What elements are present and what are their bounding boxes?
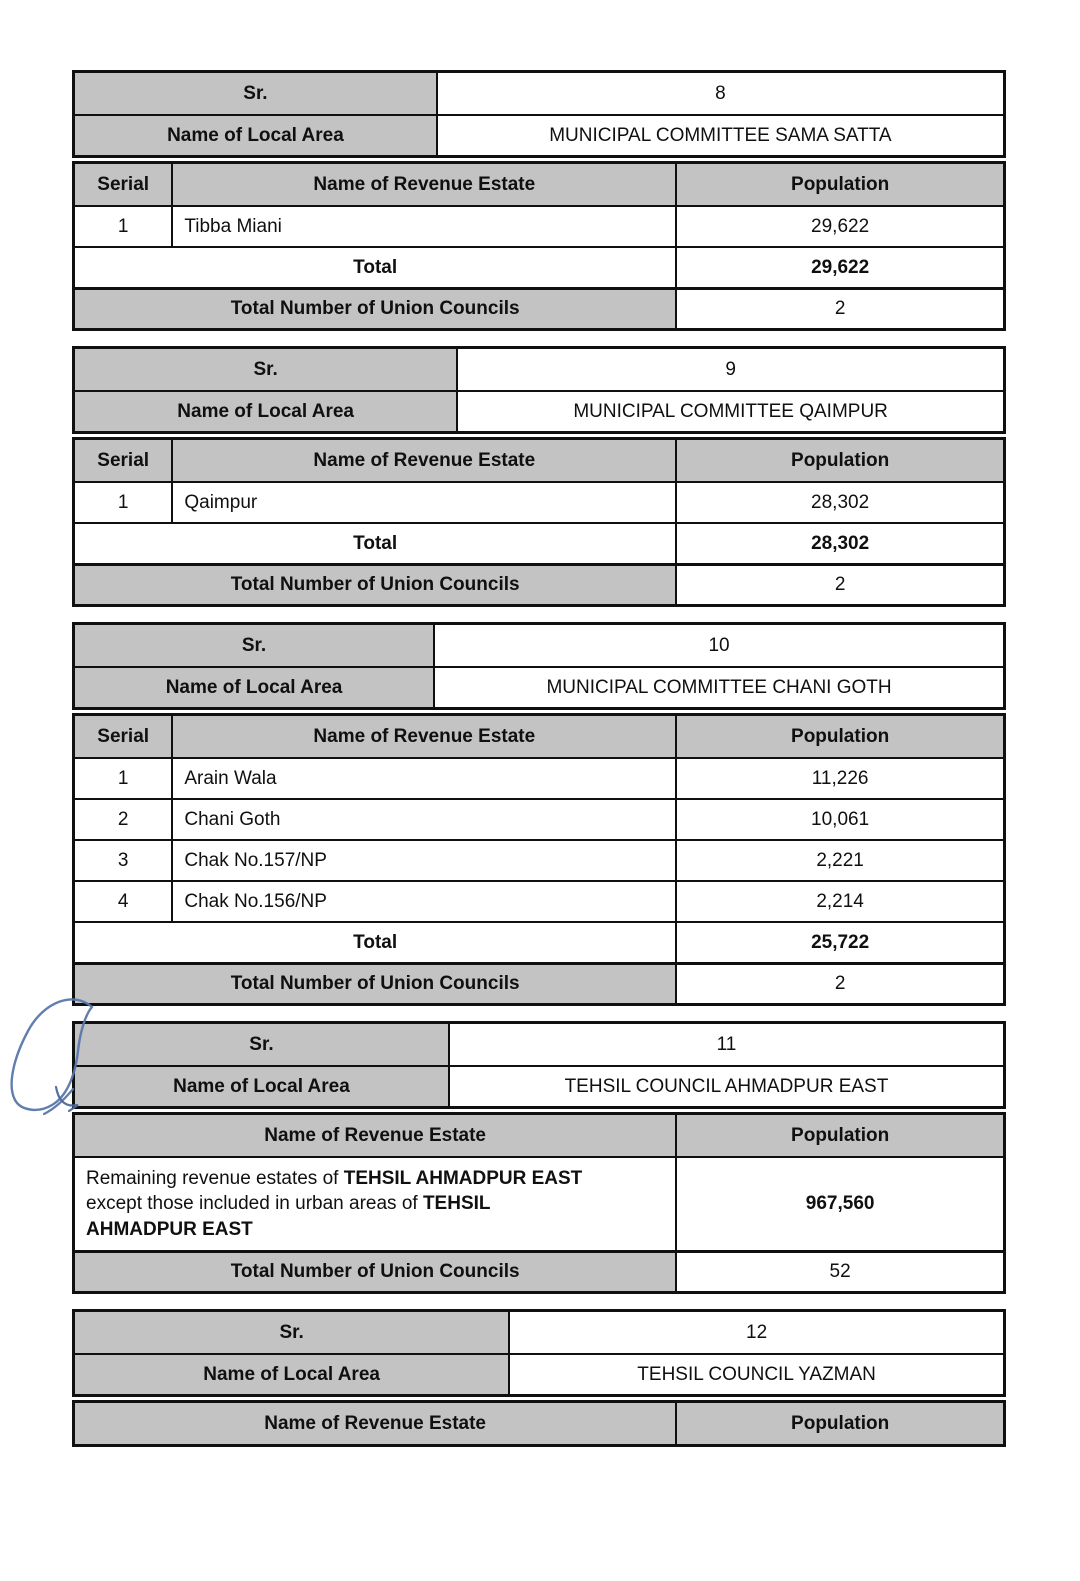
local-area-table-sr10: [72, 622, 1006, 1006]
row-estate-cell: Tibba Miani: [173, 207, 677, 246]
local-area-row: [75, 390, 1003, 431]
sr-value-cell: 10: [708, 634, 730, 656]
union-councils-value-cell: 2: [834, 973, 846, 995]
local-area-table-sr11: [72, 1021, 1006, 1294]
union-councils-label-cell: Total Number of Union Councils: [75, 290, 677, 328]
document-page: [0, 70, 1080, 1581]
column-header-row: [75, 1403, 1003, 1444]
column-header-row: [75, 1115, 1003, 1156]
local-area-table-sr8: [72, 70, 1006, 331]
row-serial-cell: 1: [75, 483, 173, 522]
sr-label-cell: Sr.: [75, 1312, 510, 1353]
total-label-cell: Total: [75, 923, 677, 962]
desc-bold-segment: AHMADPUR EAST: [86, 1218, 253, 1240]
union-councils-value-cell: 2: [834, 298, 846, 320]
row-estate-cell: Qaimpur: [173, 483, 677, 522]
table-row: [75, 757, 1003, 798]
sr-value-cell: 9: [725, 358, 736, 380]
local-area-value-cell: MUNICIPAL COMMITTEE CHANI GOTH: [546, 676, 892, 698]
local-area-label-cell: Name of Local Area: [75, 1067, 450, 1106]
table-row: [75, 839, 1003, 880]
row-estate-cell: Arain Wala: [173, 759, 677, 798]
table-sr8-body-box: [72, 161, 1006, 331]
column-header-row: [75, 164, 1003, 205]
union-councils-value-cell: 52: [829, 1261, 851, 1283]
column-header-row: [75, 716, 1003, 757]
local-area-row: [75, 666, 1003, 707]
table-sr11-body-box: [72, 1112, 1006, 1294]
sr-label-cell: Sr.: [75, 73, 438, 114]
col-estate-header: Name of Revenue Estate: [173, 440, 677, 481]
column-header-row: [75, 440, 1003, 481]
local-area-value-cell: MUNICIPAL COMMITTEE QAIMPUR: [573, 400, 888, 422]
union-councils-row: [75, 1250, 1003, 1291]
col-estate-header: Name of Revenue Estate: [75, 1403, 677, 1444]
row-population-cell: 28,302: [811, 491, 870, 513]
table-row: [75, 481, 1003, 522]
col-serial-header: Serial: [75, 716, 173, 757]
col-estate-header: Name of Revenue Estate: [173, 716, 677, 757]
col-estate-header: Name of Revenue Estate: [173, 164, 677, 205]
union-councils-row: [75, 563, 1003, 604]
col-population-header: Population: [677, 1403, 1003, 1444]
total-row: [75, 921, 1003, 962]
table-sr10-header-box: [72, 622, 1006, 710]
table-row: [75, 880, 1003, 921]
local-area-label-cell: Name of Local Area: [75, 668, 435, 707]
total-row: [75, 246, 1003, 287]
row-population-cell: 11,226: [811, 767, 869, 789]
table-row: [75, 798, 1003, 839]
union-councils-label-cell: Total Number of Union Councils: [75, 566, 677, 604]
col-population-header: Population: [677, 440, 1003, 481]
sr-value-cell: 12: [746, 1321, 768, 1343]
local-area-table-sr9: [72, 346, 1006, 607]
sr-value-cell: 8: [715, 82, 726, 104]
total-label-cell: Total: [75, 248, 677, 287]
table-sr11-header-box: [72, 1021, 1006, 1109]
union-councils-value-cell: 2: [834, 574, 846, 596]
desc-normal-segment: Remaining revenue estates of: [86, 1167, 344, 1189]
desc-bold-segment: TEHSIL AHMADPUR EAST: [343, 1167, 583, 1189]
sr-label-cell: Sr.: [75, 349, 458, 390]
sr-row: [75, 625, 1003, 666]
col-population-header: Population: [677, 1115, 1003, 1156]
row-serial-cell: 4: [75, 882, 173, 921]
col-population-header: Population: [677, 716, 1003, 757]
desc-normal-segment: except those included in urban areas of: [86, 1193, 423, 1215]
local-area-value-cell: MUNICIPAL COMMITTEE SAMA SATTA: [549, 124, 892, 146]
sr-value-cell: 11: [716, 1033, 737, 1055]
row-population-cell: 2,221: [816, 849, 864, 871]
row-serial-cell: 2: [75, 800, 173, 839]
local-area-value-cell: TEHSIL COUNCIL AHMADPUR EAST: [564, 1075, 889, 1097]
total-value-cell: 25,722: [811, 931, 870, 953]
union-councils-row: [75, 287, 1003, 328]
row-estate-cell: Chak No.157/NP: [173, 841, 677, 880]
table-sr9-header-box: [72, 346, 1006, 434]
remaining-estates-row: [75, 1156, 1003, 1250]
desc-bold-segment: TEHSIL: [422, 1193, 491, 1215]
table-sr12-header-box: [72, 1309, 1006, 1397]
table-sr12-body-box: [72, 1400, 1006, 1447]
estate-description-cell: [75, 1158, 677, 1250]
table-sr10-body-box: [72, 713, 1006, 1006]
union-councils-label-cell: Total Number of Union Councils: [75, 1253, 677, 1291]
row-serial-cell: 1: [75, 759, 173, 798]
sr-row: [75, 1024, 1003, 1065]
local-area-label-cell: Name of Local Area: [75, 392, 458, 431]
sr-label-cell: Sr.: [75, 1024, 450, 1065]
total-value-cell: 28,302: [811, 532, 870, 554]
total-value-cell: 29,622: [811, 256, 870, 278]
row-estate-cell: Chani Goth: [173, 800, 677, 839]
row-serial-cell: 1: [75, 207, 173, 246]
sr-row: [75, 1312, 1003, 1353]
row-population-cell: 10,061: [811, 808, 870, 830]
local-area-value-cell: TEHSIL COUNCIL YAZMAN: [637, 1363, 876, 1385]
row-serial-cell: 3: [75, 841, 173, 880]
col-population-header: Population: [677, 164, 1003, 205]
row-population-cell: 967,560: [805, 1193, 875, 1215]
table-sr9-body-box: [72, 437, 1006, 607]
union-councils-row: [75, 962, 1003, 1003]
col-estate-header: Name of Revenue Estate: [75, 1115, 677, 1156]
local-area-row: [75, 1065, 1003, 1106]
col-serial-header: Serial: [75, 440, 173, 481]
col-serial-header: Serial: [75, 164, 173, 205]
row-population-cell: 2,214: [816, 890, 864, 912]
total-row: [75, 522, 1003, 563]
local-area-table-sr12: [72, 1309, 1006, 1447]
row-population-cell: 29,622: [811, 215, 870, 237]
local-area-label-cell: Name of Local Area: [75, 1355, 510, 1394]
table-row: [75, 205, 1003, 246]
total-label-cell: Total: [75, 524, 677, 563]
sr-row: [75, 349, 1003, 390]
local-area-label-cell: Name of Local Area: [75, 116, 438, 155]
union-councils-label-cell: Total Number of Union Councils: [75, 965, 677, 1003]
sr-row: [75, 73, 1003, 114]
row-estate-cell: Chak No.156/NP: [173, 882, 677, 921]
sr-label-cell: Sr.: [75, 625, 435, 666]
local-area-row: [75, 1353, 1003, 1394]
estate-description-text: [86, 1166, 582, 1242]
local-area-row: [75, 114, 1003, 155]
table-sr8-header-box: [72, 70, 1006, 158]
